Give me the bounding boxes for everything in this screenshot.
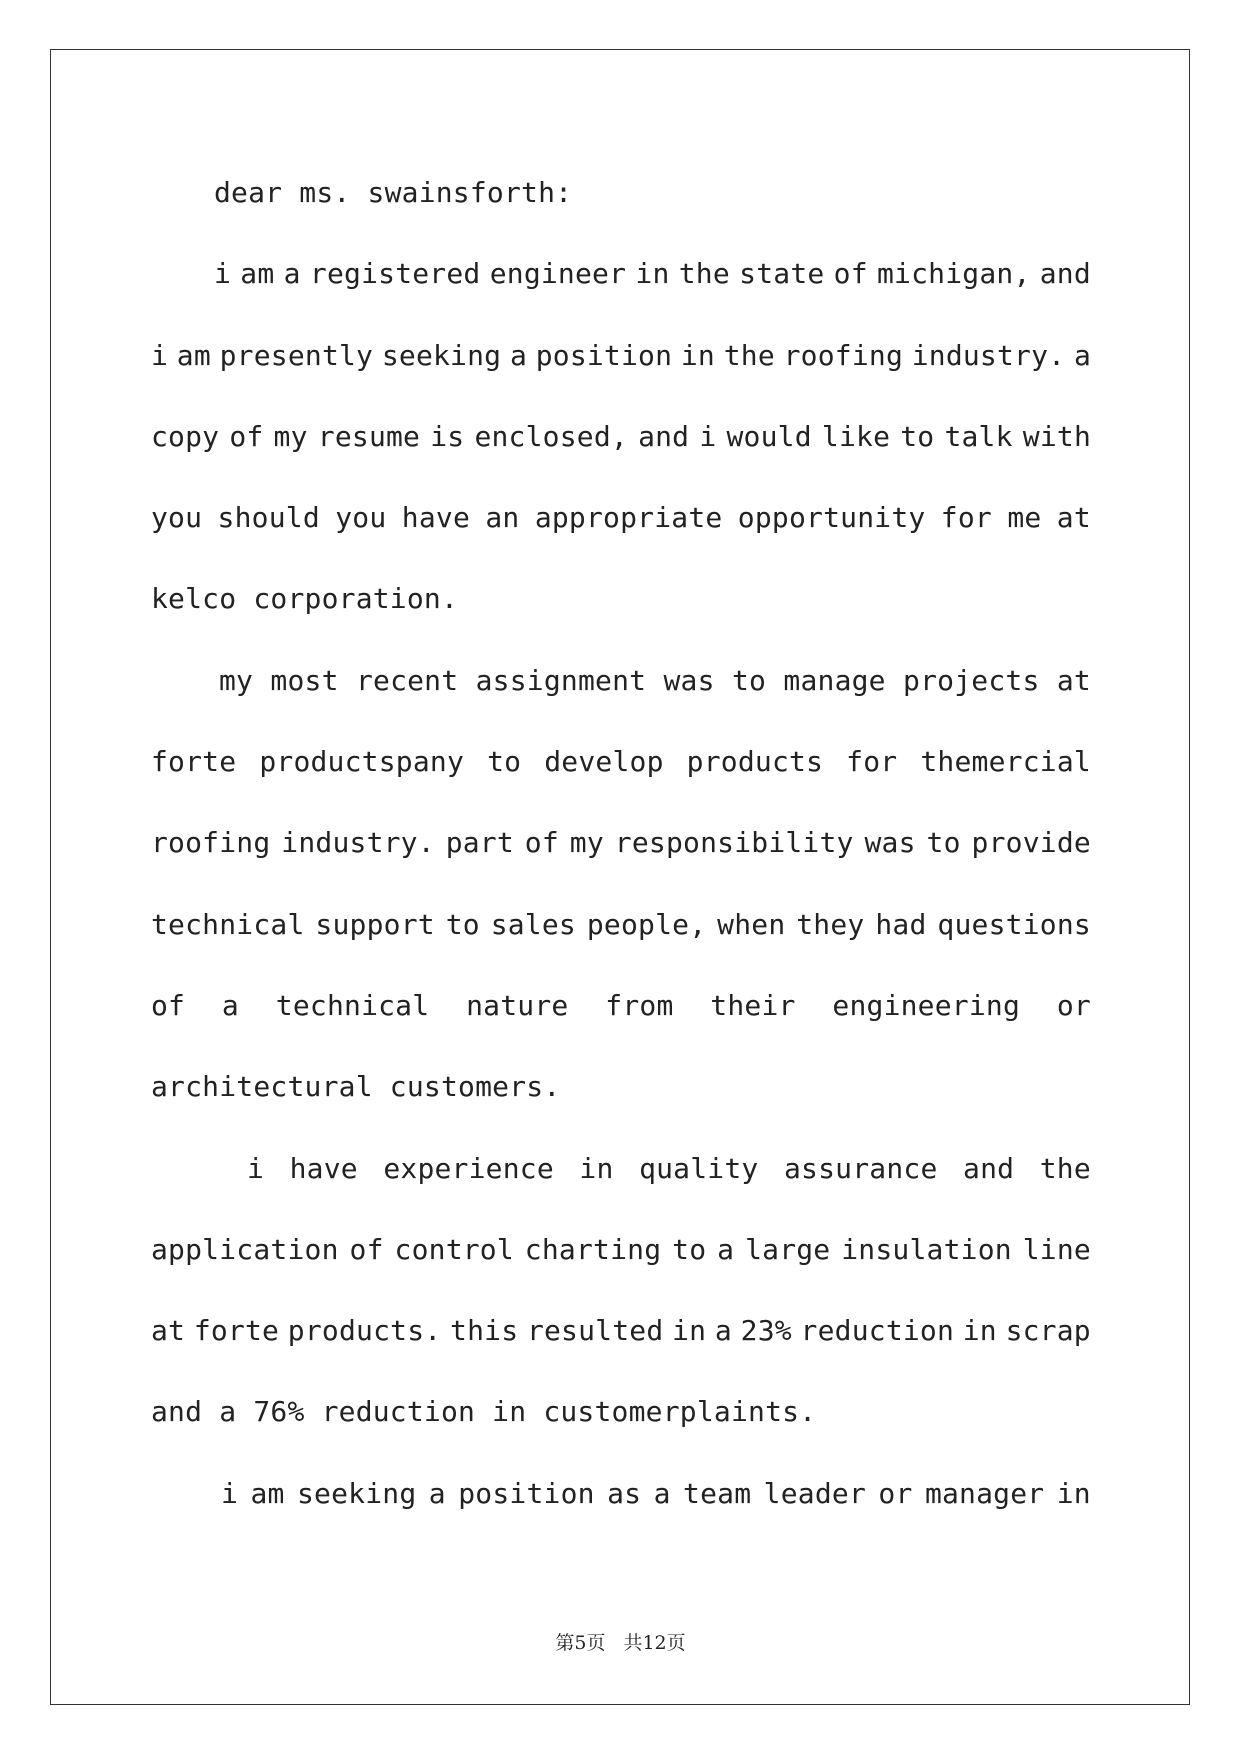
word: products (686, 745, 824, 779)
word: for (940, 501, 992, 535)
word: they (796, 907, 865, 941)
word: to (672, 1232, 707, 1266)
word: a (509, 338, 527, 372)
word: to (445, 907, 480, 941)
word: copy (151, 419, 220, 453)
word: team (683, 1476, 752, 1510)
word: the (1039, 1151, 1091, 1185)
word: the (723, 338, 775, 372)
word: of (229, 419, 264, 453)
word: michigan, (877, 257, 1031, 291)
word: large (745, 1232, 831, 1266)
word: the (678, 257, 730, 291)
letter-body (151, 168, 1091, 1550)
word: have (289, 1151, 358, 1185)
word: roofing (151, 826, 271, 860)
word: was (864, 826, 916, 860)
paragraph-4-line-1 (151, 1469, 1091, 1550)
word: part (445, 826, 514, 860)
word: my (273, 419, 308, 453)
word: in (635, 257, 670, 291)
word: 23% (740, 1314, 792, 1348)
word: and (963, 1151, 1015, 1185)
total-pages: 共12页 (623, 1632, 686, 1654)
word: i (221, 1476, 239, 1510)
word: people, (586, 907, 707, 941)
word: this (450, 1314, 519, 1348)
word: when (717, 907, 786, 941)
word: industry. (911, 338, 1066, 372)
paragraph-1-line-1 (151, 249, 1091, 330)
paragraph-3-line-1 (151, 1144, 1091, 1225)
word: for (846, 745, 898, 779)
word: of (349, 1232, 384, 1266)
word: position (458, 1476, 595, 1510)
word: i (247, 1151, 265, 1185)
word: had (875, 907, 927, 941)
word: provide (971, 826, 1091, 860)
word: scrap (1005, 1314, 1091, 1348)
word: responsibility (614, 826, 854, 860)
word: to (487, 745, 522, 779)
paragraph-2-line-5 (151, 981, 1091, 1062)
word: charting (524, 1232, 662, 1266)
word: you (335, 501, 387, 535)
paragraph-1-line-2 (151, 331, 1091, 412)
word: or (878, 1476, 913, 1510)
word: assurance (783, 1151, 938, 1185)
word: of (151, 988, 186, 1022)
word: productspany (259, 745, 465, 779)
word: application (151, 1232, 339, 1266)
word: most (270, 663, 339, 697)
word: from (605, 988, 674, 1022)
word: my (569, 826, 604, 860)
word: develop (544, 745, 664, 779)
word: in (1056, 1476, 1091, 1510)
word: presently (219, 338, 374, 372)
word: you (151, 501, 203, 535)
word: was (663, 663, 715, 697)
word: i (151, 338, 169, 372)
word: forte (193, 1314, 280, 1348)
word: to (900, 419, 935, 453)
word: quality (639, 1151, 759, 1185)
word: products. (287, 1314, 442, 1348)
word: industry. (281, 826, 435, 860)
word: in (962, 1314, 997, 1348)
word: a (653, 1476, 671, 1510)
word: a (221, 988, 239, 1022)
word: an (485, 501, 520, 535)
word: roofing (783, 338, 903, 372)
word: position (535, 338, 673, 372)
paragraph-1-line-3 (151, 412, 1091, 493)
word: assignment (475, 663, 647, 697)
word: a (428, 1476, 446, 1510)
word: of (833, 257, 868, 291)
word: a (714, 1314, 732, 1348)
paragraph-1-line-5: kelco corporation. (151, 582, 459, 616)
word: should (217, 501, 320, 535)
word: me (1007, 501, 1042, 535)
page-number: 第5页 (555, 1632, 606, 1654)
word: manager (924, 1476, 1045, 1510)
word: have (401, 501, 470, 535)
word: am (250, 1476, 285, 1510)
word: a (1073, 338, 1091, 372)
salutation: dear ms. swainsforth: (214, 176, 573, 209)
paragraph-3-line-3 (151, 1306, 1091, 1387)
word: reduction (800, 1314, 955, 1348)
word: a (717, 1232, 735, 1266)
word: i (699, 419, 717, 453)
word: seeking (296, 1476, 417, 1510)
word: in (672, 1314, 707, 1348)
paragraph-2-line-2 (151, 737, 1091, 818)
word: engineer (489, 257, 627, 291)
word: leader (763, 1476, 867, 1510)
word: am (240, 257, 275, 291)
word: in (579, 1151, 614, 1185)
word: i (214, 257, 232, 291)
word: experience (383, 1151, 554, 1185)
word: line (1022, 1232, 1091, 1266)
word: at (1056, 663, 1091, 697)
word: with (1022, 419, 1091, 453)
word: sales (490, 907, 576, 941)
word: as (607, 1476, 642, 1510)
word: questions (937, 907, 1091, 941)
paragraph-2-line-4 (151, 900, 1091, 981)
paragraph-3-line-4: and a 76% reduction in customerplaints. (151, 1395, 817, 1429)
word: of (524, 826, 559, 860)
word: to (926, 826, 961, 860)
word: resume (317, 419, 421, 453)
word: appropriate (534, 501, 723, 535)
word: registered (309, 257, 481, 291)
page-footer (0, 1628, 1241, 1655)
word: projects (903, 663, 1040, 697)
word: their (710, 988, 796, 1022)
word: and (1039, 257, 1091, 291)
word: insulation (841, 1232, 1012, 1266)
word: nature (466, 988, 569, 1022)
word: technical (151, 907, 305, 941)
word: is (430, 419, 465, 453)
word: forte (151, 745, 237, 779)
word: seeking (381, 338, 502, 372)
word: and (638, 419, 690, 453)
paragraph-3-line-2 (151, 1225, 1091, 1306)
word: to (731, 663, 767, 697)
word: technical (275, 988, 430, 1022)
paragraph-2-line-3 (151, 818, 1091, 899)
word: manage (783, 663, 886, 697)
word: my (219, 663, 254, 697)
word: recent (355, 663, 459, 697)
word: would (726, 419, 812, 453)
word: a (283, 257, 301, 291)
word: control (394, 1232, 514, 1266)
word: am (176, 338, 211, 372)
word: talk (944, 419, 1013, 453)
word: at (151, 1314, 186, 1348)
word: resulted (526, 1314, 664, 1348)
word: state (739, 257, 825, 291)
paragraph-2-line-1 (151, 656, 1091, 737)
word: themercial (920, 745, 1091, 779)
word: in (680, 338, 715, 372)
word: or (1056, 988, 1091, 1022)
word: like (821, 419, 891, 453)
word: support (315, 907, 435, 941)
word: engineering (832, 988, 1021, 1022)
word: enclosed, (474, 419, 628, 453)
word: opportunity (737, 501, 926, 535)
word: at (1056, 501, 1091, 535)
paragraph-1-line-4 (151, 493, 1091, 574)
paragraph-2-line-6: architectural customers. (151, 1070, 561, 1104)
